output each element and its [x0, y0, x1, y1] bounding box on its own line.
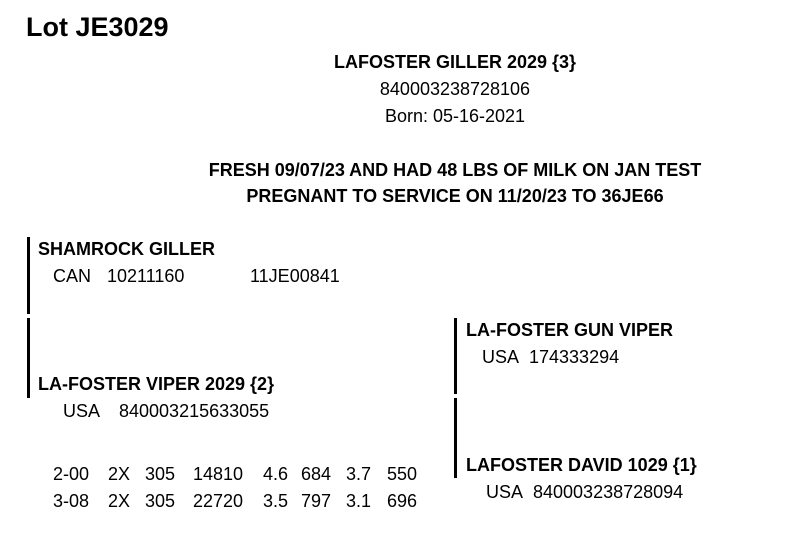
record-fat: 684	[301, 464, 332, 484]
sire-name: SHAMROCK GILLER	[38, 239, 215, 259]
production-record-row	[53, 455, 427, 530]
record-protein-pct: 3.7	[346, 464, 372, 484]
note-fresh: FRESH 09/07/23 AND HAD 48 LBS OF MILK ON JAN TEST	[208, 160, 702, 180]
record-protein-pct: 3.1	[346, 491, 372, 511]
dam-sire-registration: 174333294	[529, 347, 620, 367]
animal-born-date: Born: 05-16-2021	[384, 106, 526, 126]
record-days: 305	[145, 464, 176, 484]
dam-dam-bracket-line	[454, 398, 457, 478]
sire-bracket-line	[27, 237, 30, 314]
record-milkings: 2X	[108, 464, 131, 484]
record-fat-pct: 4.6	[263, 464, 289, 484]
dam-bracket-line	[27, 318, 30, 398]
lot-title: Lot JE3029	[26, 12, 169, 42]
record-days: 305	[145, 491, 176, 511]
record-milk: 22720	[193, 491, 244, 511]
animal-name: LAFOSTER GILLER 2029 {3}	[333, 52, 577, 72]
record-protein: 696	[387, 491, 418, 511]
record-age: 2-00	[53, 464, 90, 484]
dam-name: LA-FOSTER VIPER 2029 {2}	[38, 374, 275, 394]
record-fat: 797	[301, 491, 332, 511]
dam-country: USA	[63, 401, 101, 421]
sire-registration: 10211160	[107, 266, 185, 286]
sire-code: 11JE00841	[250, 266, 340, 286]
dam-dam-registration: 840003238728094	[533, 482, 684, 502]
sire-country: CAN	[53, 266, 92, 286]
dam-sire-bracket-line	[454, 318, 457, 394]
dam-sire-name: LA-FOSTER GUN VIPER	[466, 320, 674, 340]
record-milkings: 2X	[108, 491, 131, 511]
record-protein: 550	[387, 464, 418, 484]
dam-sire-country: USA	[482, 347, 520, 367]
dam-registration: 840003215633055	[119, 401, 270, 421]
record-fat-pct: 3.5	[263, 491, 289, 511]
animal-id: 840003238728106	[379, 79, 531, 99]
dam-dam-name: LAFOSTER DAVID 1029 {1}	[466, 455, 697, 475]
record-age: 3-08	[53, 491, 90, 511]
record-milk: 14810	[193, 464, 244, 484]
note-pregnant: PREGNANT TO SERVICE ON 11/20/23 TO 36JE66	[246, 186, 664, 206]
dam-dam-country: USA	[486, 482, 524, 502]
